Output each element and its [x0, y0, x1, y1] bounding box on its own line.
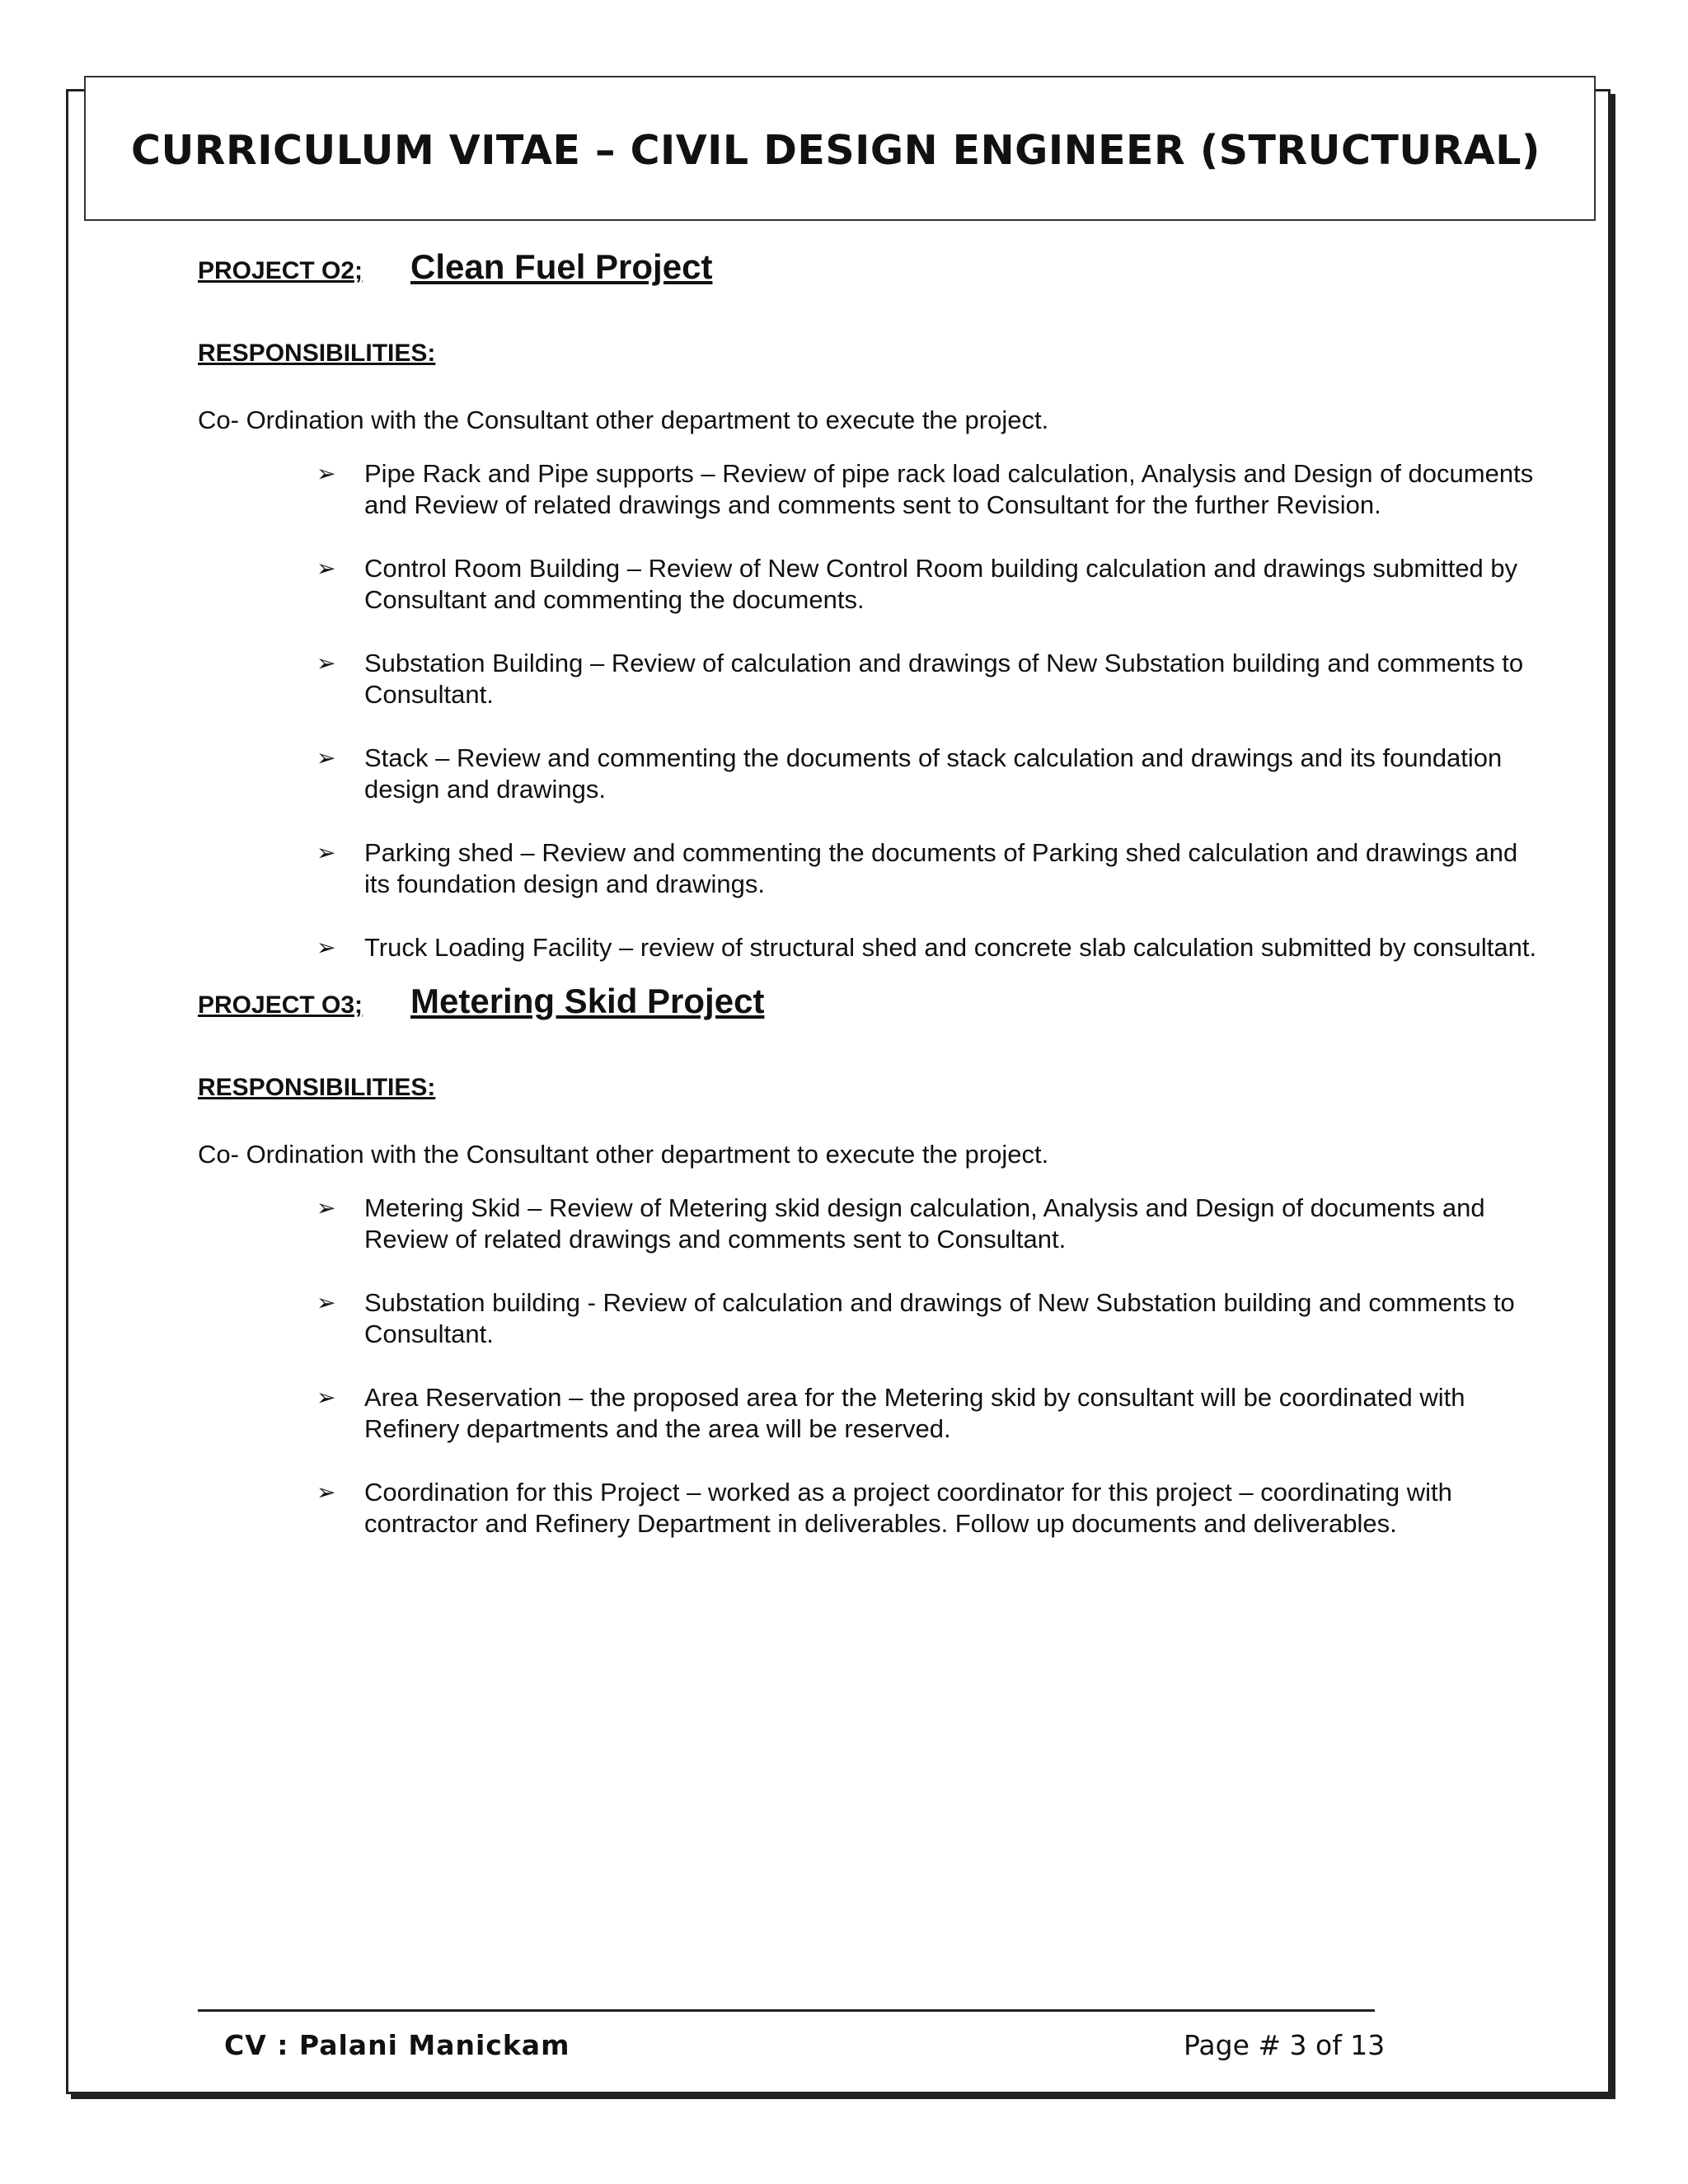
- arrowhead-bullet-icon: ➢: [316, 1290, 336, 1315]
- main-content: [198, 247, 1550, 1572]
- list-item: ➢ Substation building - Review of calculation and drawings of New Substation building and comments to Consultant.: [316, 1288, 1515, 1348]
- arrowhead-bullet-icon: ➢: [316, 461, 336, 486]
- list-item: ➢ Truck Loading Facility – review of structural shed and concrete slab calculation submitted by consultant.: [316, 933, 1537, 962]
- project-code: PROJECT O3;: [198, 991, 363, 1019]
- arrowhead-bullet-icon: ➢: [316, 650, 336, 676]
- footer-divider: [198, 2009, 1375, 2012]
- list-item: ➢ Stack – Review and commenting the documents of stack calculation and drawings and its foundation design and drawings.: [316, 743, 1503, 804]
- header-box: [84, 76, 1596, 221]
- arrowhead-bullet-icon: ➢: [316, 1479, 336, 1505]
- list-item: ➢ Coordination for this Project – worked as a project coordinator for this project – coordinating with contractor and Refinery Department in deliverables. Follow up documents and deliverables.: [316, 1478, 1452, 1538]
- responsibility-list: [198, 458, 1550, 963]
- project-name: Clean Fuel Project: [410, 247, 713, 286]
- list-item: ➢ Control Room Building – Review of New Control Room building calculation and drawings submitted by Consultant and commenting the documents.: [316, 554, 1518, 614]
- project-heading: [198, 247, 1550, 305]
- arrowhead-bullet-icon: ➢: [316, 935, 336, 960]
- arrowhead-bullet-icon: ➢: [316, 745, 336, 771]
- page-number: Page # 3 of 13: [1184, 2029, 1386, 2061]
- project-code: PROJECT O2;: [198, 257, 363, 284]
- page-title: CURRICULUM VITAE – CIVIL DESIGN ENGINEER (STRUCTURAL): [131, 127, 1540, 174]
- list-item: ➢ Substation Building – Review of calculation and drawings of New Substation building and comments to Consultant.: [316, 649, 1524, 709]
- arrowhead-bullet-icon: ➢: [316, 1195, 336, 1221]
- project-heading: [198, 982, 1550, 1039]
- project-name: Metering Skid Project: [410, 982, 765, 1020]
- list-item: ➢ Pipe Rack and Pipe supports – Review of pipe rack load calculation, Analysis and Design of documents and Review of related drawings and comments sent to Consultant for the further Revision.: [316, 459, 1534, 519]
- footer-cv-name: CV : Palani Manickam: [224, 2029, 570, 2061]
- responsibilities-heading: RESPONSIBILITIES:: [198, 340, 436, 367]
- responsibility-list: [198, 1193, 1550, 1540]
- list-item: ➢ Parking shed – Review and commenting the documents of Parking shed calculation and drawings and its foundation design and drawings.: [316, 838, 1518, 898]
- list-item: ➢ Area Reservation – the proposed area for the Metering skid by consultant will be coordinated with Refinery departments and the area will be reserved.: [316, 1383, 1465, 1443]
- list-item: ➢ Metering Skid – Review of Metering skid design calculation, Analysis and Design of documents and Review of related drawings and comments sent to Consultant.: [316, 1193, 1485, 1254]
- arrowhead-bullet-icon: ➢: [316, 1385, 336, 1410]
- project-section-03: [198, 982, 1550, 1540]
- project-section-02: [198, 247, 1550, 963]
- responsibilities-heading: RESPONSIBILITIES:: [198, 1074, 436, 1101]
- arrowhead-bullet-icon: ➢: [316, 840, 336, 865]
- intro-text: Co- Ordination with the Consultant other department to execute the project.: [198, 1140, 1049, 1169]
- intro-text: Co- Ordination with the Consultant other department to execute the project.: [198, 405, 1049, 434]
- arrowhead-bullet-icon: ➢: [316, 555, 336, 581]
